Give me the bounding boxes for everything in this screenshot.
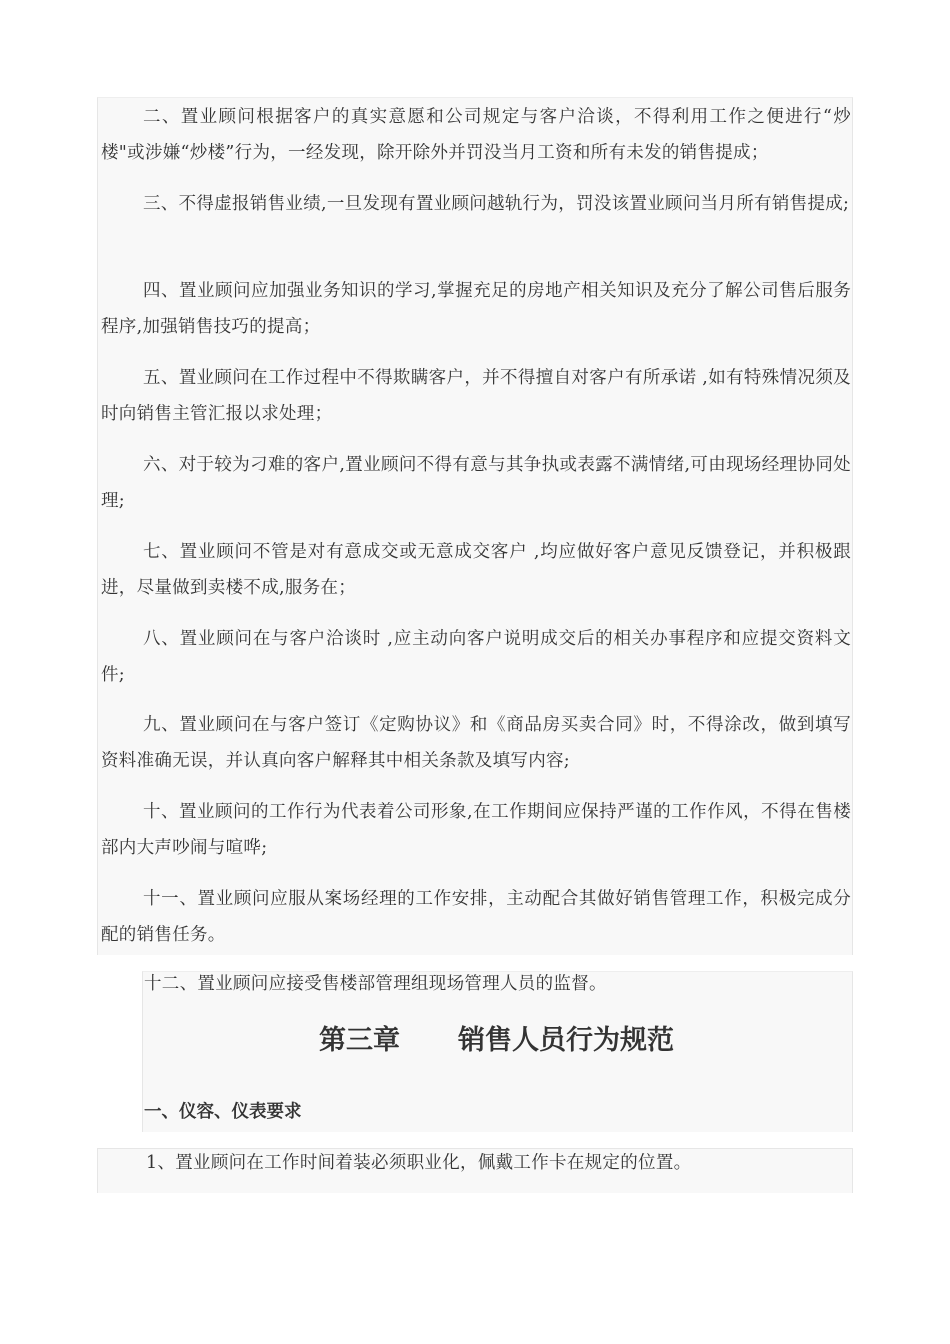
chapter-heading	[142, 1018, 851, 1057]
chapter-title: 销售人员行为规范	[458, 1025, 674, 1056]
paragraph-6: 六、对于较为刁难的客户,置业顾问不得有意与其争执或表露不满情绪,可由现场经理协同处理;	[101, 455, 851, 511]
paragraph-8: 八、置业顾问在与客户洽谈时 ,应主动向客户说明成交后的相关办事程序和应提交资料文件;	[101, 629, 851, 685]
item-1: 1、置业顾问在工作时间着装必须职业化，佩戴工作卡在规定的位置。	[146, 1153, 692, 1173]
chapter-number: 第三章	[319, 1025, 400, 1056]
paragraph-12: 十二、置业顾问应接受售楼部管理组现场管理人员的监督。	[144, 974, 607, 994]
paragraph-9: 九、置业顾问在与客户签订《定购协议》和《商品房买卖合同》时，不得涂改，做到填写资料准确无误，并认真向客户解释其中相关条款及填写内容;	[101, 715, 851, 771]
paragraph-5: 五、置业顾问在工作过程中不得欺瞒客户，并不得擅自对客户有所承诺 ,如有特殊情况须及时向销售主管汇报以求处理；	[101, 368, 851, 424]
paragraph-11: 十一、置业顾问应服从案场经理的工作安排，主动配合其做好销售管理工作，积极完成分配的销售任务。	[101, 889, 851, 945]
paragraph-2: 二、置业顾问根据客户的真实意愿和公司规定与客户洽谈，不得利用工作之便进行“炒楼"或涉嫌“炒楼”行为，一经发现，除开除外并罚没当月工资和所有未发的销售提成；	[101, 107, 851, 163]
paragraph-3: 三、不得虚报销售业绩,一旦发现有置业顾问越轨行为，罚没该置业顾问当月所有销售提成;	[143, 194, 850, 214]
paragraph-4: 四、置业顾问应加强业务知识的学习,掌握充足的房地产相关知识及充分了解公司售后服务程序,加强销售技巧的提高；	[101, 281, 851, 337]
paragraph-10: 十、置业顾问的工作行为代表着公司形象,在工作期间应保持严谨的工作作风，不得在售楼部内大声吵闹与喧哗;	[101, 802, 851, 858]
section-heading: 一、仪容、仪表要求	[144, 1102, 302, 1122]
paragraph-7: 七、置业顾问不管是对有意成交或无意成交客户 ,均应做好客户意见反馈登记，并积极跟进，尽量做到卖楼不成,服务在；	[101, 542, 851, 598]
